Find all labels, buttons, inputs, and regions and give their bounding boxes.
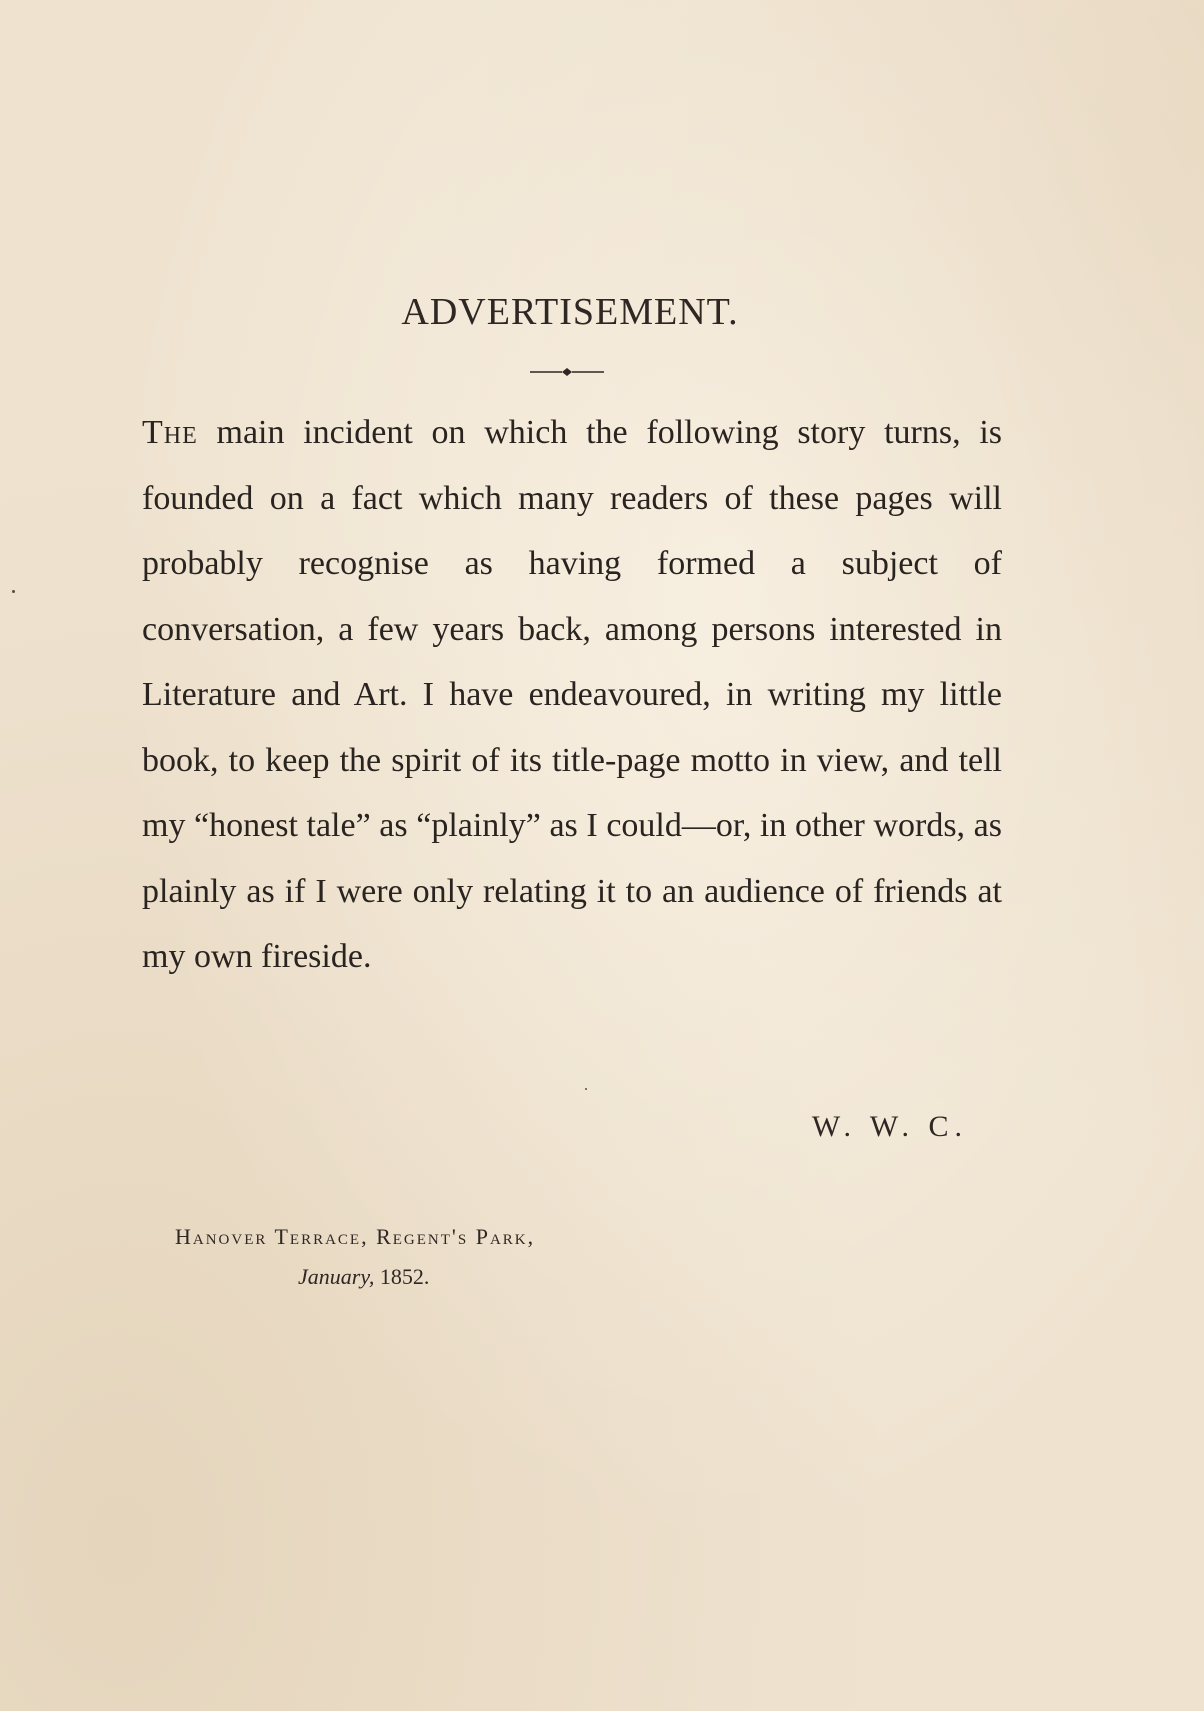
author-initials: W. W. C. xyxy=(811,1110,968,1143)
ornament-divider xyxy=(528,365,606,379)
date-year: 1852. xyxy=(374,1264,430,1289)
body-paragraph xyxy=(142,400,1002,990)
page-title: ADVERTISEMENT. xyxy=(401,291,739,333)
body-text: main incident on which the following story turns, is founded on a fact which many readers of these pages will probably recognise as having formed a subject of conversation, a few years back, among persons interested in Literature and Art. I have endeavoured, in writing my little book, to keep the spirit of its title-page motto in view, and tell my “honest tale” as “plainly” as I could—or, in other words, as plainly as if I were only relating it to an audience of friends at my own fireside. xyxy=(142,414,1002,975)
lead-word: The xyxy=(142,414,198,451)
advertisement-body xyxy=(142,400,1002,990)
date-month: January, xyxy=(298,1264,375,1289)
date-line xyxy=(298,1264,429,1290)
place-line: Hanover Terrace, Regent's Park, xyxy=(175,1224,536,1249)
paper-speck xyxy=(12,590,15,593)
paper-speck xyxy=(585,1088,587,1090)
